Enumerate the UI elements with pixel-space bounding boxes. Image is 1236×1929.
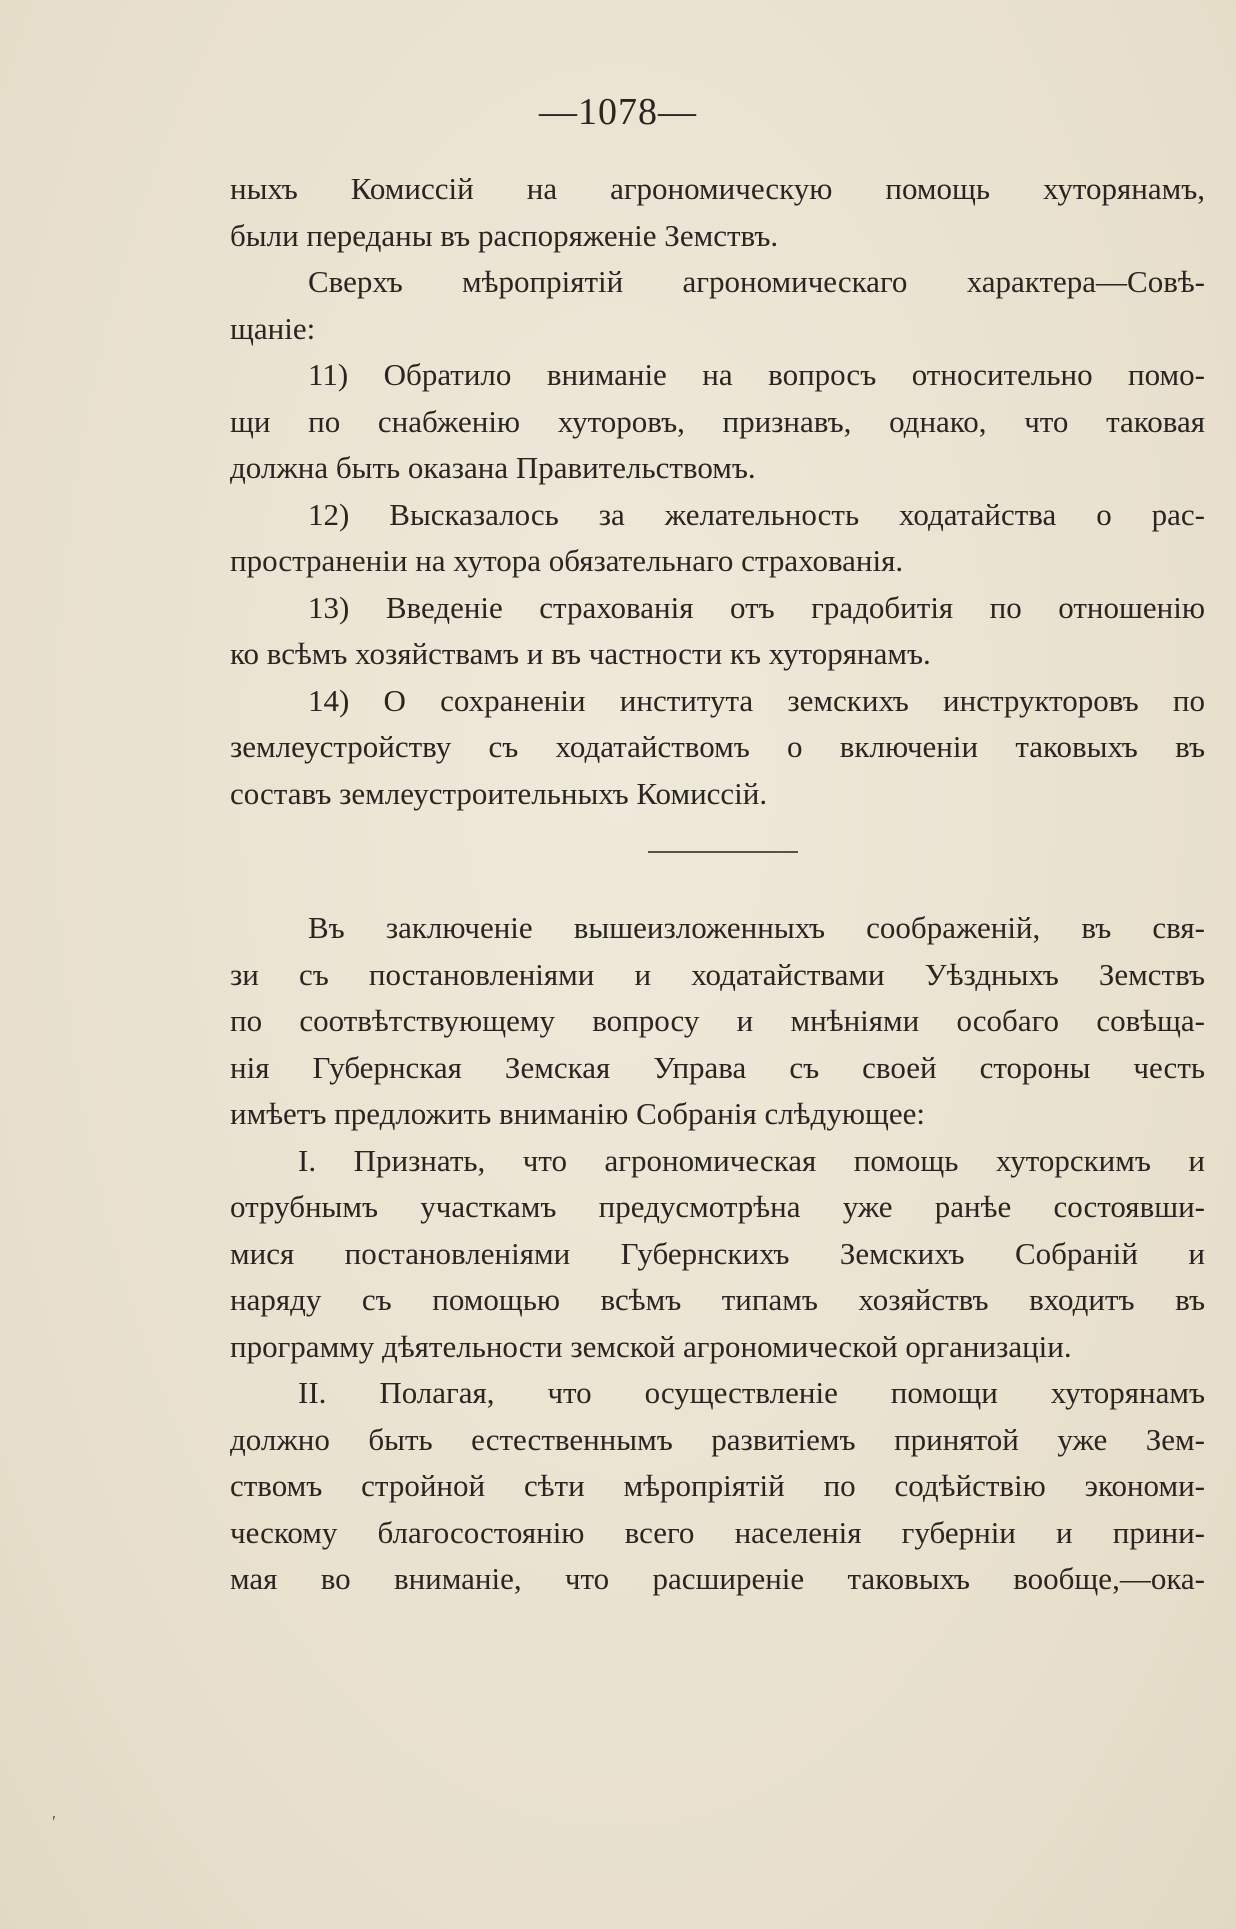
text-line: наряду съ помощью всѣмъ типамъ хозяйствъ входитъ въ xyxy=(230,1282,1205,1317)
text-line: Въ заключеніе вышеизложенныхъ соображеній, въ свя- xyxy=(308,910,1205,945)
text-line: мая во вниманіе, что расширеніе таковыхъ вообще,—ока- xyxy=(230,1561,1205,1596)
page-number: —1078— xyxy=(539,91,697,133)
text-line: должна быть оказана Правительствомъ. xyxy=(230,450,756,485)
text-line: 11) Обратило вниманіе на вопросъ относительно помо- xyxy=(308,357,1205,392)
text-line: зи съ постановленіями и ходатайствами Уѣздныхъ Земствъ xyxy=(230,956,1205,992)
text-line: программу дѣятельности земской агрономической организаціи. xyxy=(230,1328,1072,1364)
text-line: щи по снабженію хуторовъ, признавъ, однако, что таковая xyxy=(230,403,1205,439)
text-line: по соотвѣтствующему вопросу и мнѣніями особаго совѣща- xyxy=(230,1003,1205,1038)
text-line: землеустройству съ ходатайствомъ о включеніи таковыхъ въ xyxy=(230,729,1205,764)
text-line: пространеніи на хутора обязательнаго страхованія. xyxy=(230,543,904,578)
text-line: Сверхъ мѣропріятій агрономическаго характера—Совѣ- xyxy=(308,264,1205,299)
text-line: II. Полагая, что осуществленіе помощи хуторянамъ xyxy=(298,1375,1205,1410)
text-line: мися постановленіями Губернскихъ Земскихъ Собраній и xyxy=(230,1235,1205,1271)
text-line: должно быть естественнымъ развитіемъ принятой уже Зем- xyxy=(230,1421,1205,1457)
text-line: составъ землеустроительныхъ Комиссій. xyxy=(230,775,768,811)
section-divider xyxy=(648,851,798,853)
text-line: отрубнымъ участкамъ предусмотрѣна уже ранѣе состоявши- xyxy=(230,1189,1205,1224)
text-line: были переданы въ распоряженіе Земствъ. xyxy=(230,217,779,253)
text-line: нія Губернская Земская Управа съ своей стороны честь xyxy=(230,1049,1205,1085)
text-block-bottom xyxy=(230,905,1205,1603)
text-line: ствомъ стройной сѣти мѣропріятій по содѣйствію экономи- xyxy=(230,1468,1205,1503)
text-line: I. Признать, что агрономическая помощь хуторскимъ и xyxy=(298,1142,1205,1178)
text-line: имѣетъ предложить вниманію Собранія слѣдующее: xyxy=(230,1096,925,1131)
text-line: ныхъ Комиссій на агрономическую помощь хуторянамъ, xyxy=(230,171,1205,206)
text-line: 12) Высказалось за желательность ходатайства о рас- xyxy=(308,496,1205,532)
text-line: щаніе: xyxy=(230,310,316,346)
text-line: 13) Введеніе страхованія отъ градобитія по отношенію xyxy=(308,589,1205,625)
text-line: ческому благосостоянію всего населенія губерніи и прини- xyxy=(230,1514,1205,1550)
text-line: ко всѣмъ хозяйствамъ и въ частности къ хуторянамъ. xyxy=(230,636,931,671)
text-block-top xyxy=(230,166,1205,817)
text-line: 14) О сохраненіи института земскихъ инструкторовъ по xyxy=(308,682,1205,718)
page-speck-mark: ′ xyxy=(52,1812,56,1832)
